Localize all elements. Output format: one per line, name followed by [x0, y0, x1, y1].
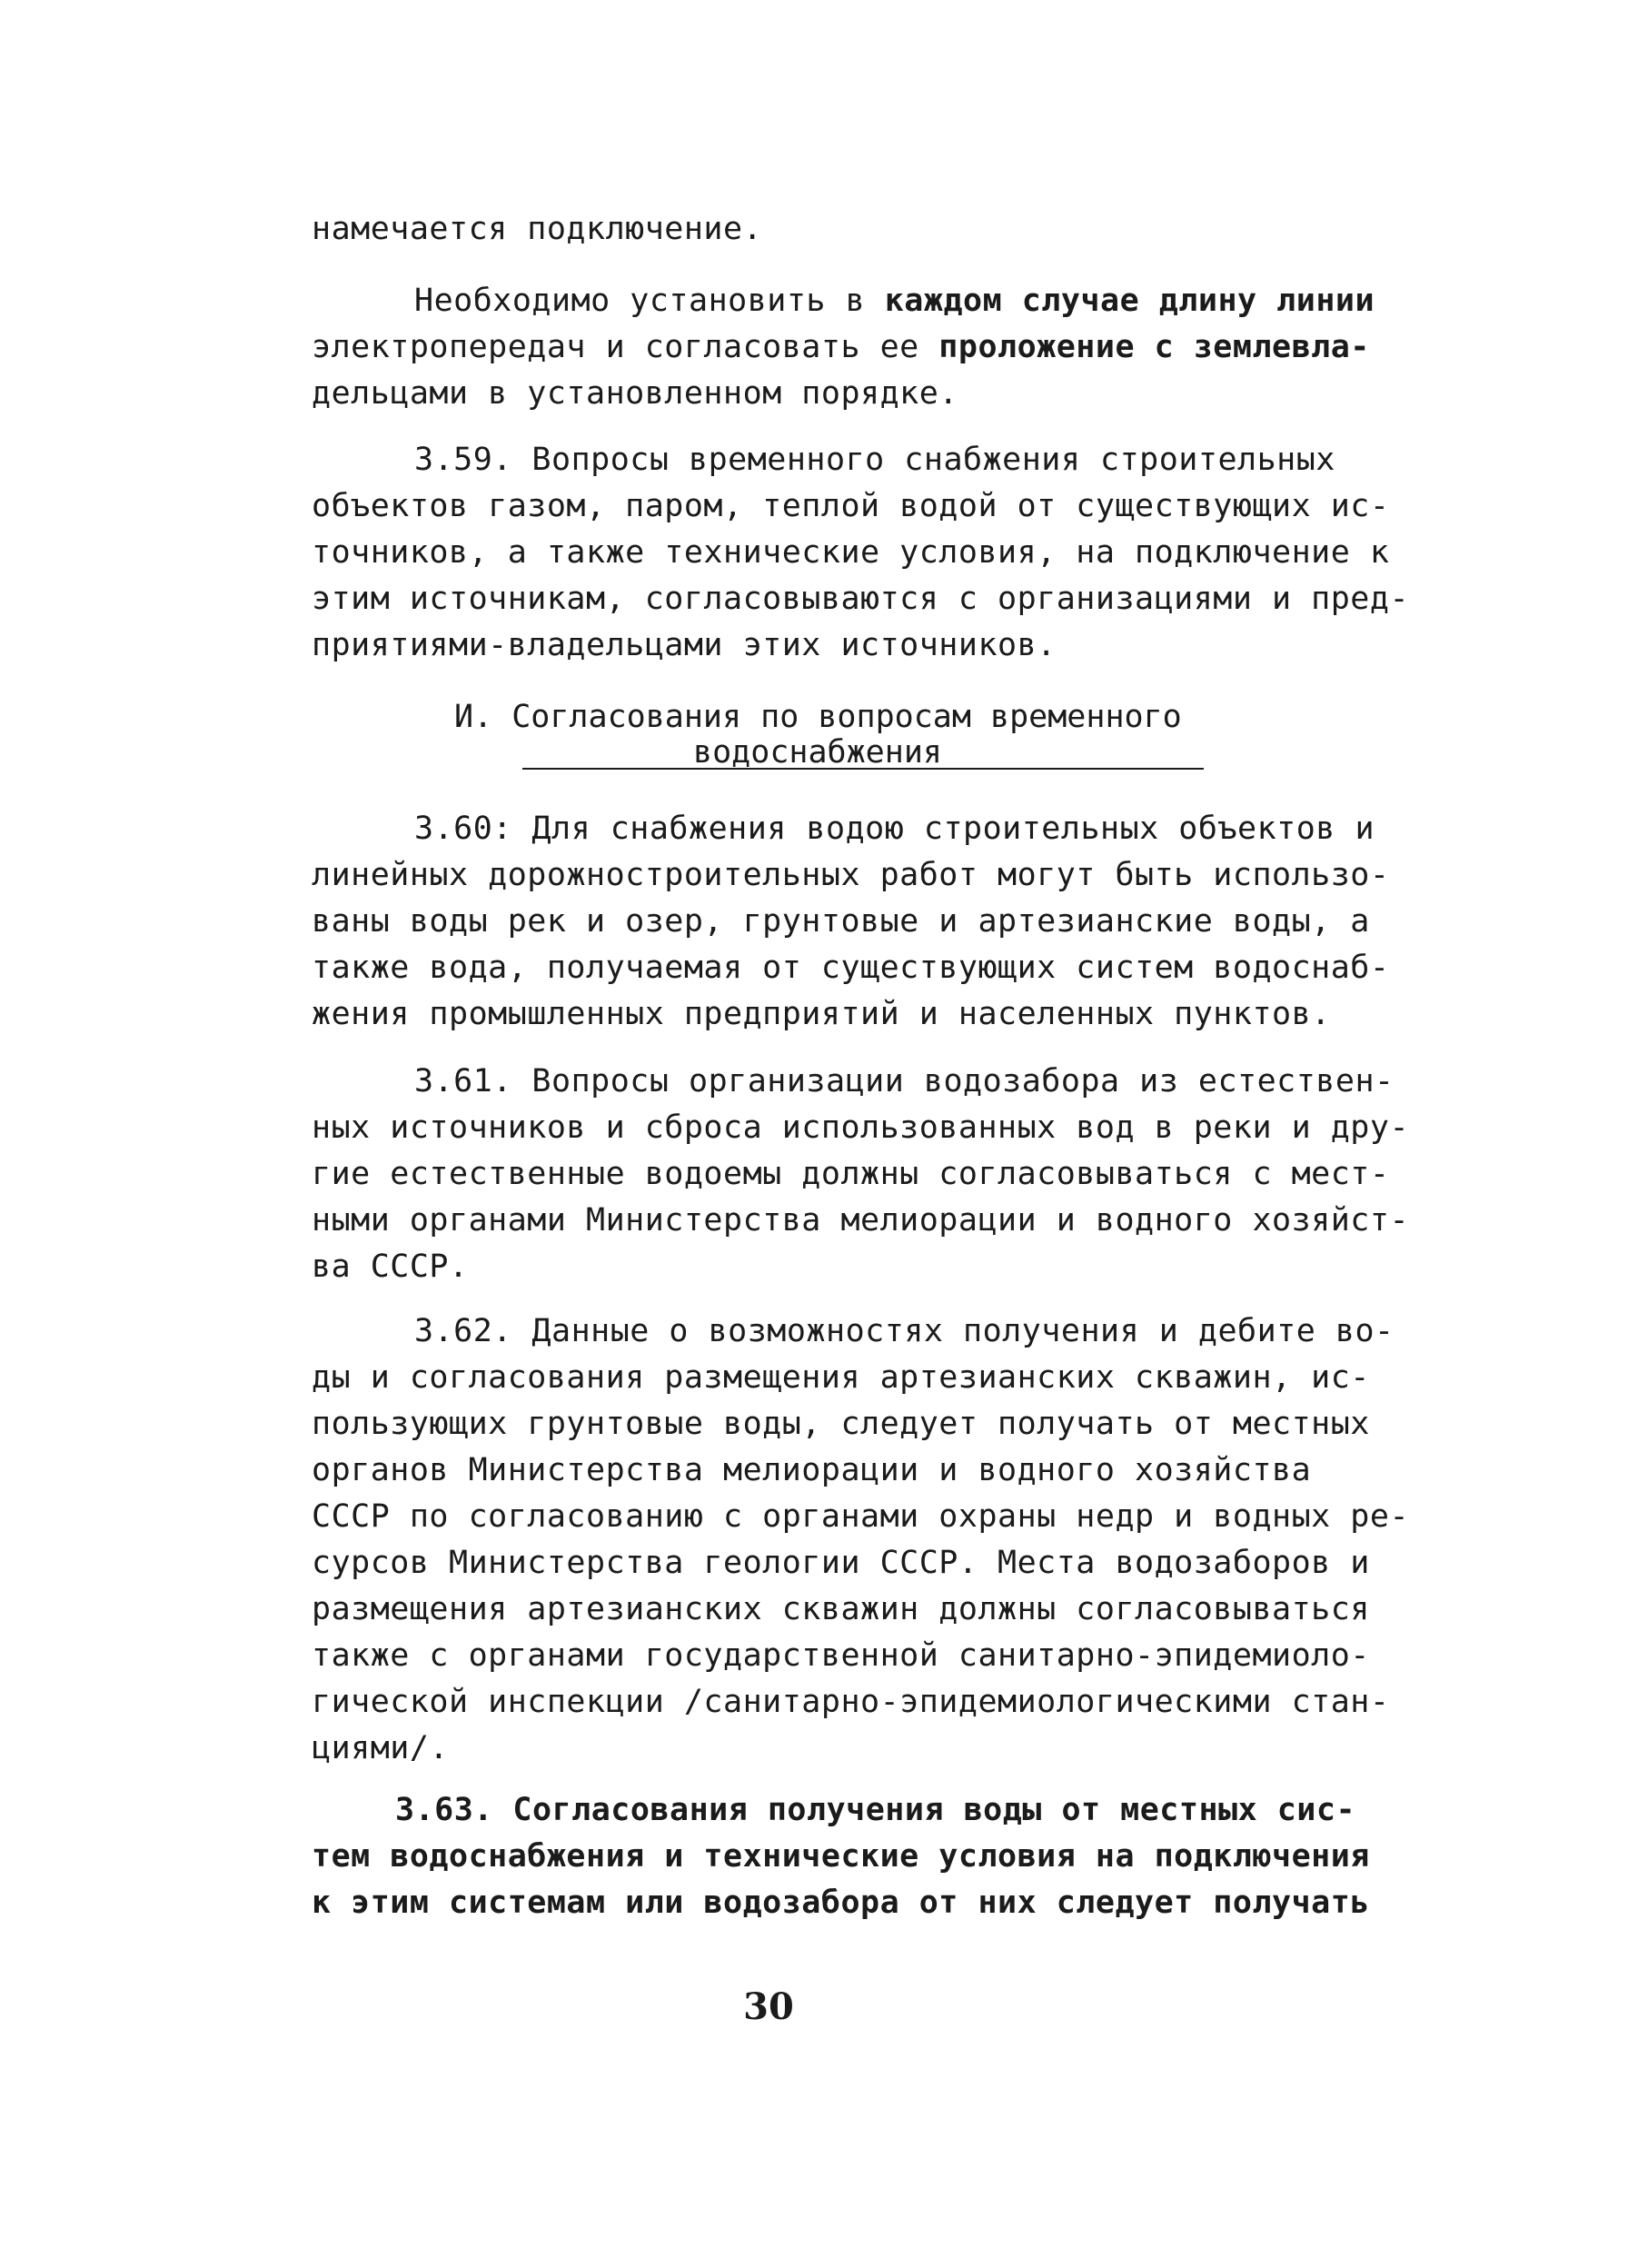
p363-line-2: тем водоснабжения и технические условия на подключения	[312, 1838, 1370, 1875]
para-power-line-1	[414, 281, 1375, 321]
p361-line-4: ными органами Министерства мелиорации и водного хозяйст-	[312, 1202, 1410, 1238]
para-power-line-2	[312, 327, 1370, 367]
p361-line-3: гие естественные водоемы должны согласовываться с мест-	[312, 1156, 1390, 1192]
para-power-line-1-text: Необходимо установить в	[414, 283, 885, 319]
p361-line-2: ных источников и сброса использованных вод в реки и дру-	[312, 1109, 1410, 1146]
p361-line-1: 3.61. Вопросы организации водозабора из естествен-	[414, 1063, 1395, 1099]
p362-line-1: 3.62. Данные о возможностях получения и дебите во-	[414, 1313, 1395, 1349]
para-power-line-1-bold: каждом случае длину линии	[884, 283, 1375, 319]
para-power-line-2-bold: проложение с землевла-	[938, 329, 1370, 365]
p361-line-5: ва СССР.	[312, 1248, 469, 1285]
p360-line-2: линейных дорожностроительных работ могут быть использо-	[312, 857, 1390, 893]
para-power-line-2-text: электропередач и согласовать ее	[312, 329, 939, 365]
p362-line-8: также с органами государственной санитарно-эпидемиоло-	[312, 1637, 1370, 1674]
p360-line-3: ваны воды рек и озер, грунтовые и артезианские воды, а	[312, 903, 1370, 940]
section-heading-line-1: И. Согласования по вопросам временного	[454, 699, 1182, 735]
p362-line-2: ды и согласования размещения артезианских скважин, ис-	[312, 1359, 1370, 1396]
p362-line-4: органов Министерства мелиорации и водного хозяйства	[312, 1452, 1312, 1488]
p362-line-6: сурсов Министерства геологии СССР. Места водозаборов и	[312, 1545, 1370, 1581]
para-power-line-3: дельцами в установленном порядке.	[312, 375, 958, 412]
p362-line-7: размещения артезианских скважин должны согласовываться	[312, 1591, 1370, 1627]
p360-line-1: 3.60: Для снабжения водою строительных объектов и	[414, 811, 1375, 847]
p362-line-10: циями/.	[312, 1730, 450, 1766]
p362-line-9: гической инспекции /санитарно-эпидемиологическими стан-	[312, 1684, 1390, 1720]
p359-line-2: объектов газом, паром, теплой водой от существующих ис-	[312, 488, 1390, 524]
p359-line-3: точников, а также технические условия, на подключение к	[312, 534, 1390, 571]
p363-line-1: 3.63. Согласования получения воды от местных сис-	[395, 1792, 1356, 1828]
p359-line-4: этим источникам, согласовываются с организациями и пред-	[312, 581, 1410, 617]
intro-line: намечается подключение.	[312, 211, 763, 247]
page-number: 30	[743, 1985, 794, 2028]
p359-line-1: 3.59. Вопросы временного снабжения строительных	[414, 442, 1335, 478]
p363-line-3: к этим системам или водозабора от них следует получать	[312, 1885, 1370, 1921]
p360-line-5: жения промышленных предприятий и населенных пунктов.	[312, 996, 1331, 1032]
p362-line-3: пользующих грунтовые воды, следует получать от местных	[312, 1406, 1370, 1442]
section-heading-line-2: водоснабжения	[693, 734, 942, 771]
p359-line-5: приятиями-владельцами этих источников.	[312, 627, 1057, 663]
p360-line-4: также вода, получаемая от существующих систем водоснаб-	[312, 950, 1390, 986]
section-heading-underline	[522, 768, 1204, 770]
p362-line-5: СССР по согласованию с органами охраны недр и водных ре-	[312, 1498, 1410, 1535]
